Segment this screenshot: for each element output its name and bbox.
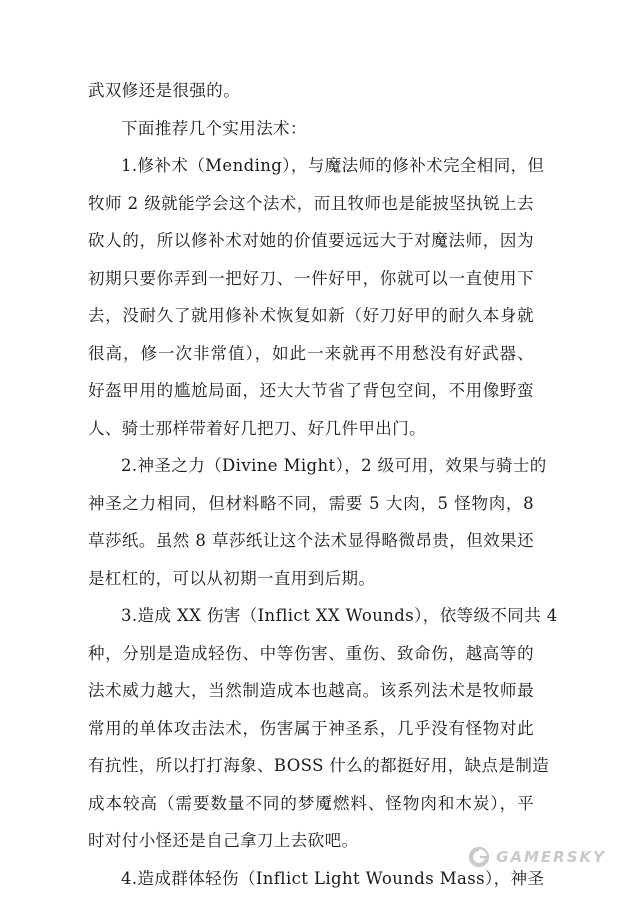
text-line: 初期只要你弄到一把好刀、一件好甲，你就可以一直使用下 bbox=[88, 260, 534, 298]
text-line: 神圣之力相同，但材料略不同，需要 5 大肉，5 怪物肉，8 bbox=[88, 485, 534, 523]
text-line: 常用的单体攻击法术，伤害属于神圣系，几乎没有怪物对此 bbox=[88, 710, 534, 748]
text-line: 时对付小怪还是自己拿刀上去砍吧。 bbox=[88, 822, 534, 860]
text-line: 1.修补术（Mending），与魔法师的修补术完全相同，但 bbox=[88, 147, 534, 185]
text-line: 很高，修一次非常值），如此一来就再不用愁没有好武器、 bbox=[88, 335, 534, 373]
text-line: 砍人的，所以修补术对她的价值要远远大于对魔法师，因为 bbox=[88, 222, 534, 260]
text-line: 草莎纸。虽然 8 草莎纸让这个法术显得略微昂贵，但效果还 bbox=[88, 522, 534, 560]
text-line: 去，没耐久了就用修补术恢复如新（好刀好甲的耐久本身就 bbox=[88, 297, 534, 335]
text-line: 法术威力越大，当然制造成本也越高。该系列法术是牧师最 bbox=[88, 672, 534, 710]
text-line: 4.造成群体轻伤（Inflict Light Wounds Mass），神圣 bbox=[88, 860, 534, 897]
text-line: 3.造成 XX 伤害（Inflict XX Wounds），依等级不同共 4 bbox=[88, 597, 534, 635]
text-line: 2.神圣之力（Divine Might），2 级可用，效果与骑士的 bbox=[88, 447, 534, 485]
text-line: 好盔甲用的尴尬局面，还大大节省了背包空间，不用像野蛮 bbox=[88, 372, 534, 410]
watermark-text: GAMERSKY bbox=[496, 848, 606, 866]
text-line: 武双修还是很强的。 bbox=[88, 72, 534, 110]
text-line: 种，分别是造成轻伤、中等伤害、重伤、致命伤，越高等的 bbox=[88, 635, 534, 673]
text-line: 下面推荐几个实用法术： bbox=[88, 110, 534, 148]
text-line: 人、骑士那样带着好几把刀、好几件甲出门。 bbox=[88, 410, 534, 448]
text-line: 是杠杠的，可以从初期一直用到后期。 bbox=[88, 560, 534, 598]
gamersky-logo-icon bbox=[468, 846, 490, 868]
text-line: 成本较高（需要数量不同的梦魇燃料、怪物肉和木炭），平 bbox=[88, 785, 534, 823]
document-body bbox=[88, 72, 534, 897]
text-line: 牧师 2 级就能学会这个法术，而且牧师也是能披坚执锐上去 bbox=[88, 185, 534, 223]
text-line: 有抗性，所以打打海象、BOSS 什么的都挺好用，缺点是制造 bbox=[88, 747, 534, 785]
gamersky-watermark bbox=[468, 846, 606, 868]
